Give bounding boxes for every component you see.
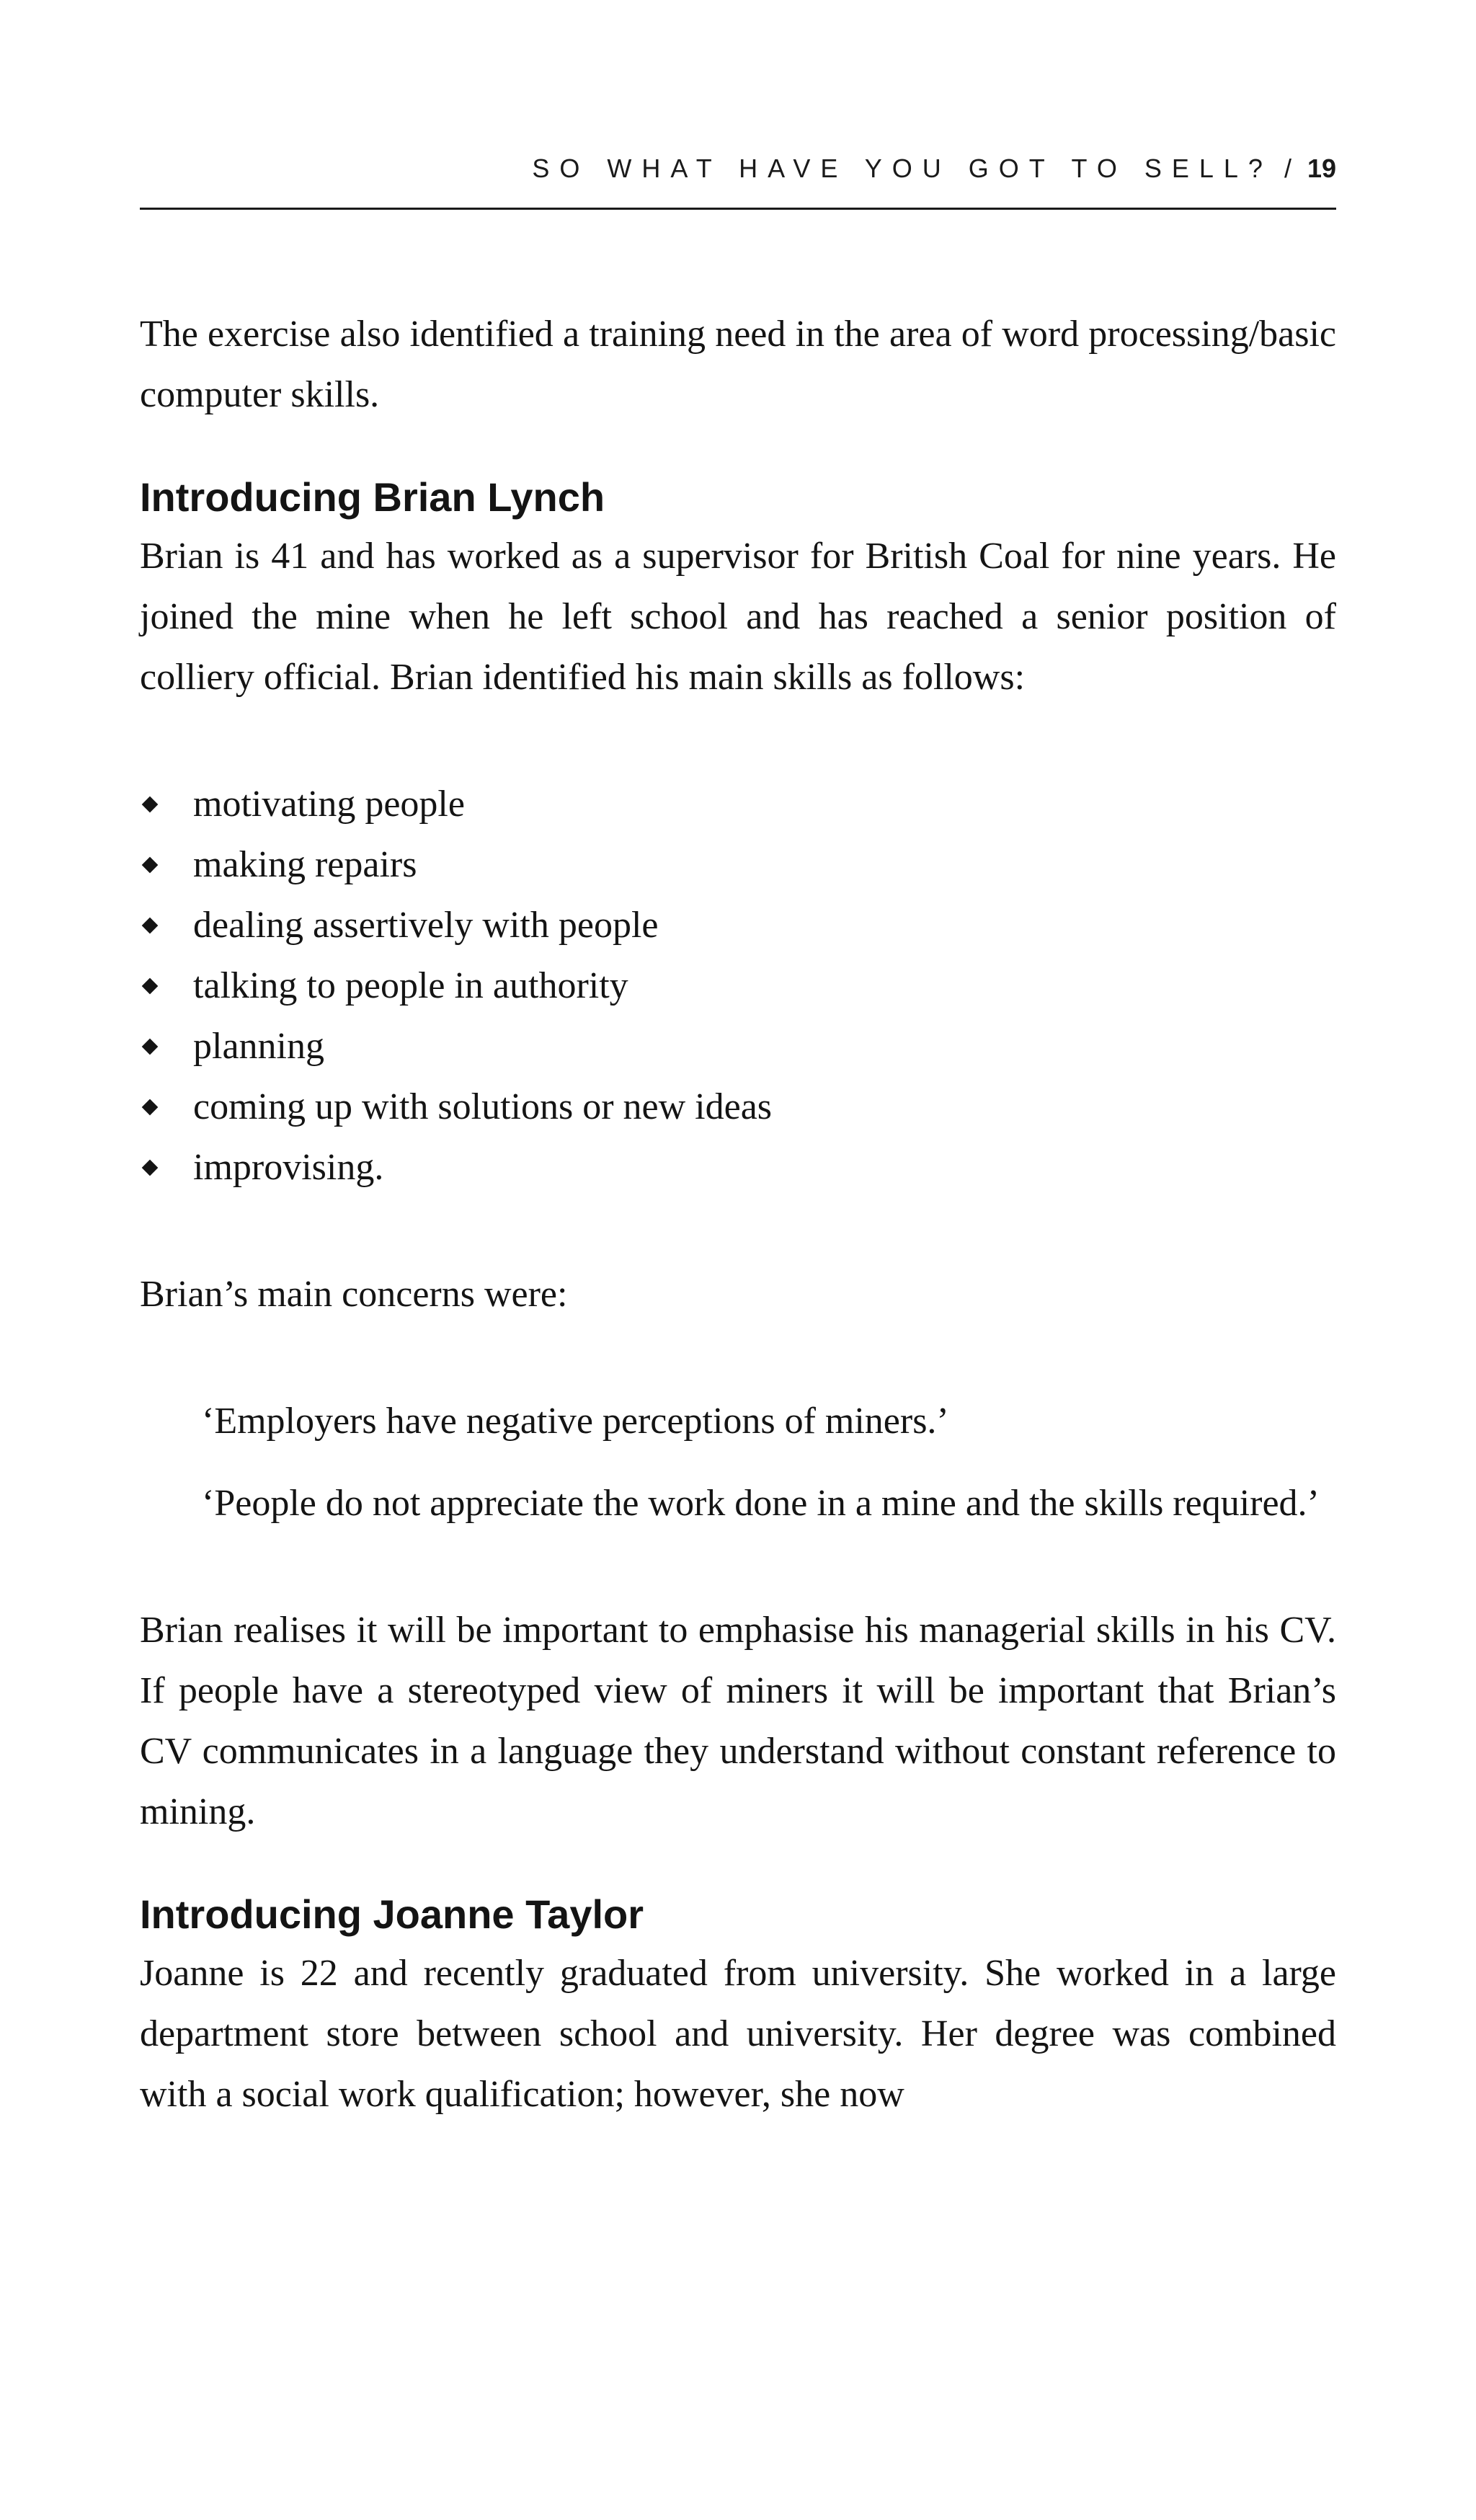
intro-paragraph: The exercise also identified a training need in the area of word processing/basic computer skills. [140, 314, 1336, 415]
section-heading-brian: Introducing Brian Lynch [140, 474, 605, 520]
header-separator: / [1284, 154, 1302, 183]
running-title: SO WHAT HAVE YOU GOT TO SELL? [532, 154, 1273, 183]
list-item: motivating people [140, 774, 1336, 835]
section-heading-joanne: Introducing Joanne Taylor [140, 1891, 644, 1937]
diamond-bullet-icon [142, 918, 159, 934]
diamond-bullet-icon [142, 1099, 159, 1116]
list-item: dealing assertively with people [140, 895, 1336, 956]
list-item: making repairs [140, 835, 1336, 895]
page-body [140, 304, 1336, 2125]
concerns-intro: Brian’s main concerns were: [140, 1274, 568, 1315]
list-item: coming up with solutions or new ideas [140, 1077, 1336, 1137]
diamond-bullet-icon [142, 797, 159, 813]
quote-1: ‘Employers have negative perceptions of miners.’ [202, 1401, 949, 1442]
page-number: 19 [1307, 154, 1336, 183]
running-header [140, 153, 1336, 185]
quote-2: ‘People do not appreciate the work done in a mine and the skills required.’ [202, 1483, 1320, 1524]
brian-intro-paragraph: Brian is 41 and has worked as a supervisor for British Coal for nine years. He joined the mine when he left school and has reached a senior position of colliery official. Brian identified his main skills as follows: [140, 536, 1336, 698]
diamond-bullet-icon [142, 857, 159, 874]
diamond-bullet-icon [142, 1160, 159, 1176]
diamond-bullet-icon [142, 978, 159, 995]
list-item: talking to people in authority [140, 956, 1336, 1016]
joanne-intro-paragraph: Joanne is 22 and recently graduated from university. She worked in a large department store between school and university. Her degree was combined with a social work qualification; however, she now [140, 1953, 1336, 2115]
diamond-bullet-icon [142, 1039, 159, 1055]
list-item: improvising. [140, 1137, 1336, 1198]
skills-list [140, 774, 1336, 1198]
header-rule [140, 208, 1336, 210]
list-item: planning [140, 1016, 1336, 1077]
brian-closing-paragraph: Brian realises it will be important to emphasise his managerial skills in his CV. If people have a stereotyped view of miners it will be important that Brian’s CV communicates in a language they understand without constant reference to mining. [140, 1610, 1336, 1832]
